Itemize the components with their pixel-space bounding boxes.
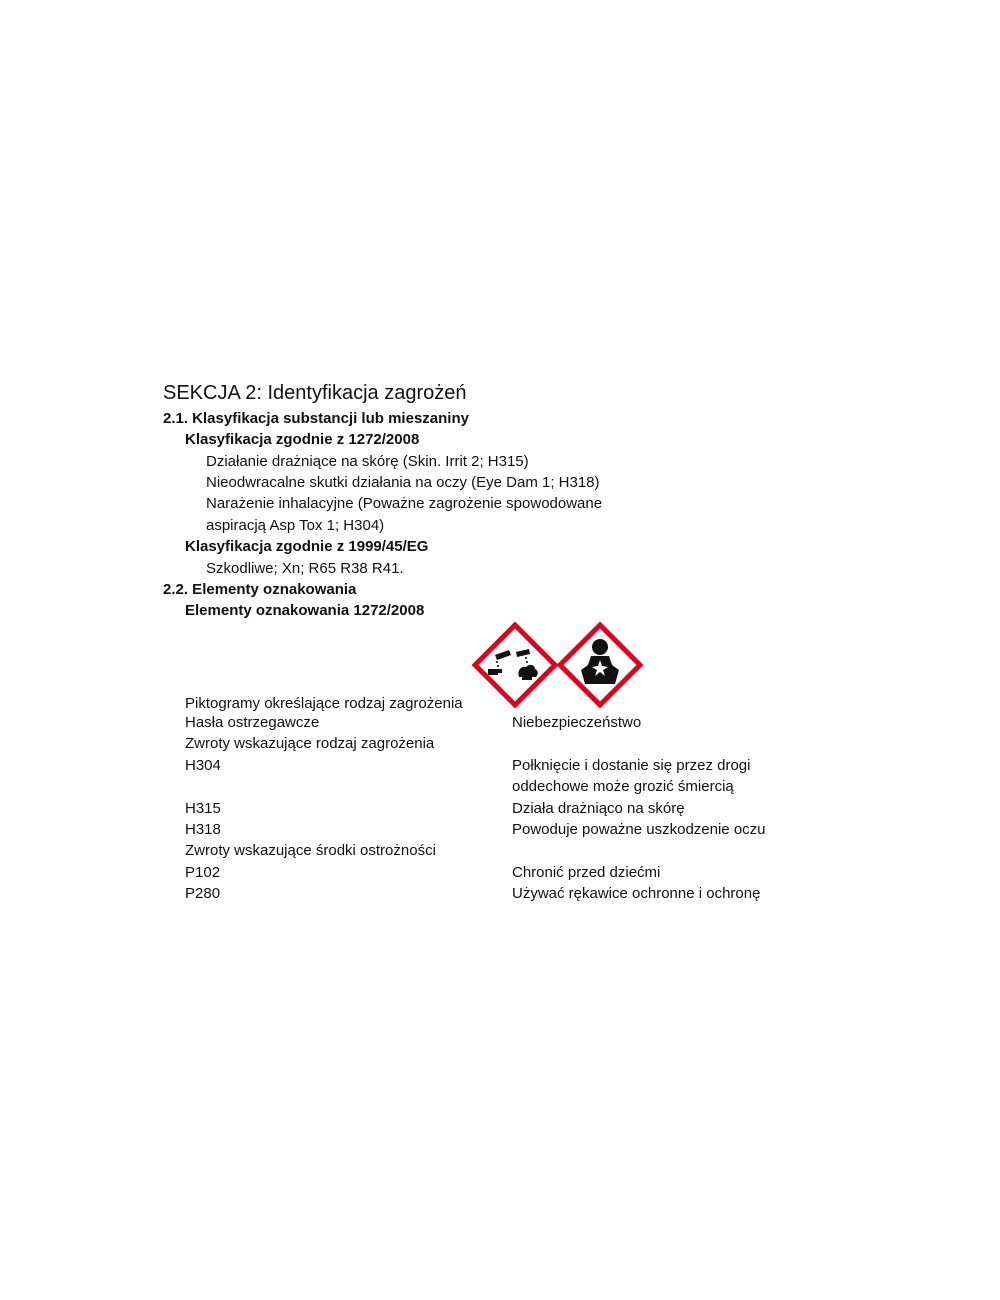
h315-code: H315 — [185, 800, 221, 817]
classification-heading: 2.1. Klasyfikacja substancji lub mieszaniny — [163, 410, 469, 427]
label-elements-heading: 2.2. Elementy oznakowania — [163, 581, 357, 598]
signal-word-label: Hasła ostrzegawcze — [185, 714, 320, 731]
h304-text-cont: oddechowe może grozić śmiercią — [512, 778, 734, 795]
p102-text: Chronić przed dziećmi — [512, 864, 661, 881]
p102-code: P102 — [185, 864, 221, 881]
p280-text: Używać rękawice ochronne i ochronę — [512, 885, 761, 902]
section-title: SEKCJA 2: Identyfikacja zagrożeń — [163, 382, 467, 404]
label-elements-subheading: Elementy oznakowania 1272/2008 — [185, 602, 425, 619]
h318-code: H318 — [185, 821, 221, 838]
precautionary-statements-label: Zwroty wskazujące środki ostrożności — [185, 842, 436, 859]
dsd-line: Szkodliwe; Xn; R65 R38 R41. — [206, 560, 404, 577]
h304-code: H304 — [185, 757, 221, 774]
h315-text: Działa drażniąco na skórę — [512, 800, 685, 817]
pictograms-label: Piktogramy określające rodzaj zagrożenia — [185, 695, 463, 712]
corrosion-pictogram-icon — [472, 622, 558, 708]
clp-line-2: Nieodwracalne skutki działania na oczy (Eye Dam 1; H318) — [206, 474, 600, 491]
clp-classification-heading: Klasyfikacja zgodnie z 1272/2008 — [185, 431, 420, 448]
signal-word: Niebezpieczeństwo — [512, 714, 642, 731]
clp-line-3: Narażenie inhalacyjne (Poważne zagrożenie spowodowane — [206, 495, 603, 512]
health-hazard-pictogram-icon — [557, 622, 643, 708]
p280-code: P280 — [185, 885, 221, 902]
h304-text: Połknięcie i dostanie się przez drogi — [512, 757, 751, 774]
clp-line-4: aspiracją Asp Tox 1; H304) — [206, 517, 385, 534]
hazard-statements-label: Zwroty wskazujące rodzaj zagrożenia — [185, 735, 435, 752]
clp-line-1: Działanie drażniące na skórę (Skin. Irrit 2; H315) — [206, 453, 529, 470]
dsd-classification-heading: Klasyfikacja zgodnie z 1999/45/EG — [185, 538, 429, 555]
h318-text: Powoduje poważne uszkodzenie oczu — [512, 821, 766, 838]
